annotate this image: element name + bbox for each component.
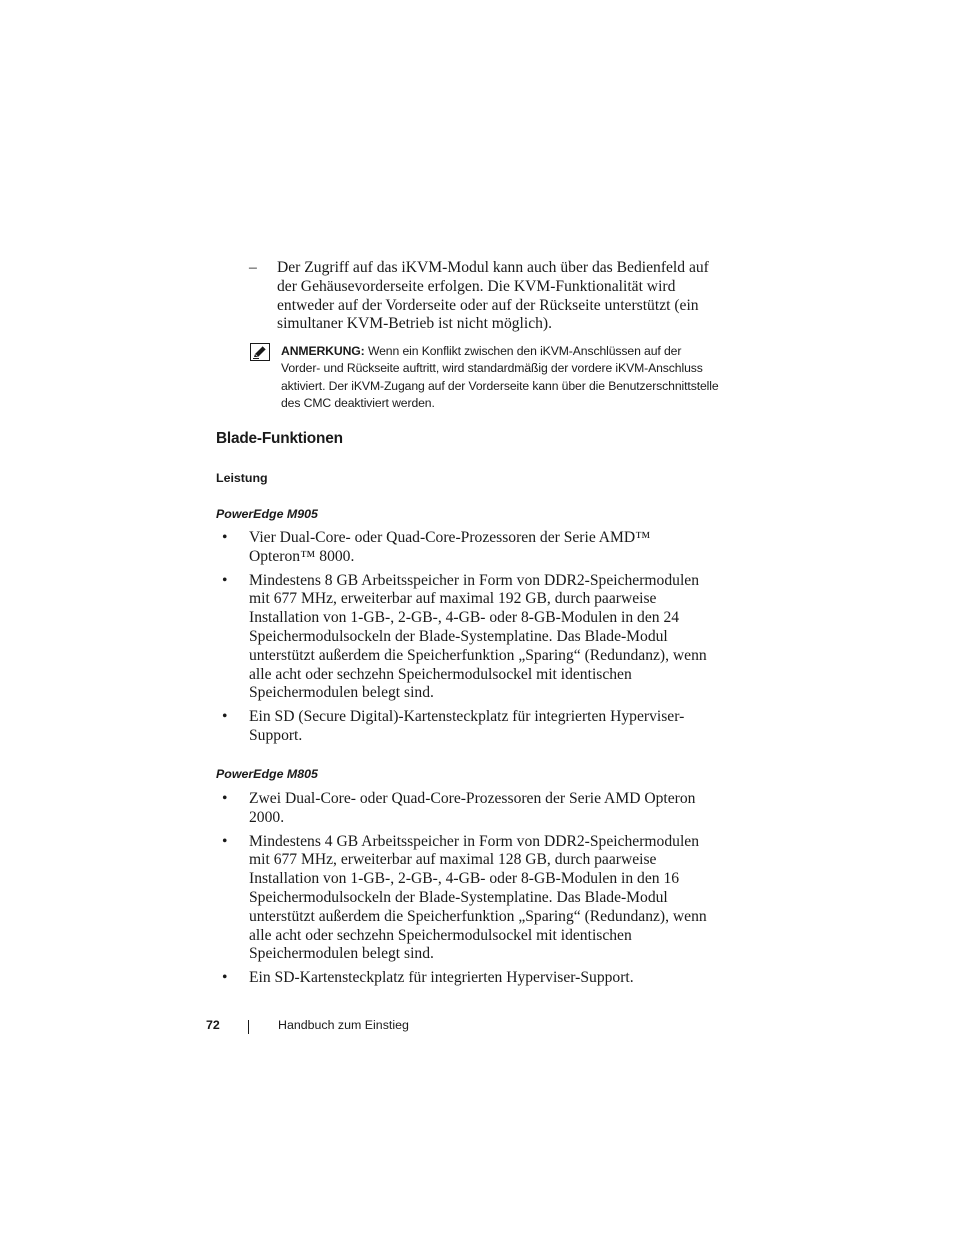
- list-item-text: Mindestens 4 GB Arbeitsspeicher in Form von DDR2-Speichermodulen mit 677 MHz, erweiterbar auf maximal 128 GB, durch paarweise Installation von 1-GB-, 2-GB-, 4-GB- oder 8-GB-Modulen in den 16 Speichermodulsockeln der Blade-Systemplatine. Das Blade-Modul unterstützt außerdem die Speicherfunktion „Sparing“ (Redundanz), wenn alle acht oder sechzehn Speichermodulsockel mit identischen Speichermodulen belegt sind.: [249, 832, 707, 963]
- note-body: Wenn ein Konflikt zwischen den iKVM-Anschlüssen auf der Vorder- und Rückseite auftritt, wird standardmäßig der vordere iKVM-Anschluss aktiviert. Der iKVM-Zugang auf der Vorderseite kann über die Benutzerschnittstelle des CMC deaktiviert werden.: [281, 344, 719, 411]
- list-item-text: Vier Dual-Core- oder Quad-Core-Prozessoren der Serie AMD™ Opteron™ 8000.: [249, 529, 651, 565]
- feature-list-m805: [222, 790, 722, 993]
- list-item: [222, 969, 709, 988]
- note-text: [281, 343, 720, 413]
- list-item: [222, 790, 709, 828]
- dash-marker: –: [249, 259, 257, 276]
- note-box: [250, 343, 720, 413]
- subsection-heading: Leistung: [216, 471, 268, 485]
- model-heading-m805: PowerEdge M805: [216, 767, 318, 781]
- pencil-note-icon: [250, 343, 270, 361]
- list-item-text: Ein SD-Kartensteckplatz für integrierten Hyperviser-Support.: [249, 969, 634, 987]
- dash-list-item: [249, 259, 719, 334]
- page-number: 72: [206, 1018, 220, 1032]
- dash-item-text: Der Zugriff auf das iKVM-Modul kann auch über das Bedienfeld auf der Gehäusevorderseite erfolgen. Die KVM-Funktionalität wird entweder auf der Vorderseite oder auf der Rückseite unterstützt (ein simultaner KVM-Betrieb ist nicht möglich).: [277, 259, 709, 333]
- list-item: [222, 708, 709, 746]
- bullet-icon: •: [222, 832, 228, 850]
- footer-divider: [248, 1020, 249, 1034]
- bullet-icon: •: [222, 790, 228, 807]
- list-item: [222, 529, 709, 567]
- footer-title: Handbuch zum Einstieg: [278, 1018, 409, 1032]
- bullet-icon: •: [222, 708, 228, 726]
- section-heading: Blade-Funktionen: [216, 430, 343, 447]
- note-label: ANMERKUNG:: [281, 344, 365, 358]
- list-item-text: Zwei Dual-Core- oder Quad-Core-Prozessoren der Serie AMD Opteron 2000.: [249, 790, 696, 826]
- bullet-icon: •: [222, 529, 228, 546]
- model-heading-m905: PowerEdge M905: [216, 507, 318, 521]
- bullet-icon: •: [222, 969, 228, 987]
- bullet-icon: •: [222, 571, 228, 589]
- feature-list-m905: [222, 529, 722, 751]
- list-item-text: Ein SD (Secure Digital)-Kartensteckplatz für integrierten Hyperviser-Support.: [249, 708, 685, 744]
- list-item: [222, 833, 709, 965]
- list-item-text: Mindestens 8 GB Arbeitsspeicher in Form von DDR2-Speichermodulen mit 677 MHz, erweiterbar auf maximal 192 GB, durch paarweise Installation von 1-GB-, 2-GB-, 4-GB- oder 8-GB-Modulen in den 24 Speichermodulsockeln der Blade-Systemplatine. Das Blade-Modul unterstützt außerdem die Speicherfunktion „Sparing“ (Redundanz), wenn alle acht oder sechzehn Speichermodulsockel mit identischen Speichermodulen belegt sind.: [249, 571, 707, 702]
- list-item: [222, 572, 709, 704]
